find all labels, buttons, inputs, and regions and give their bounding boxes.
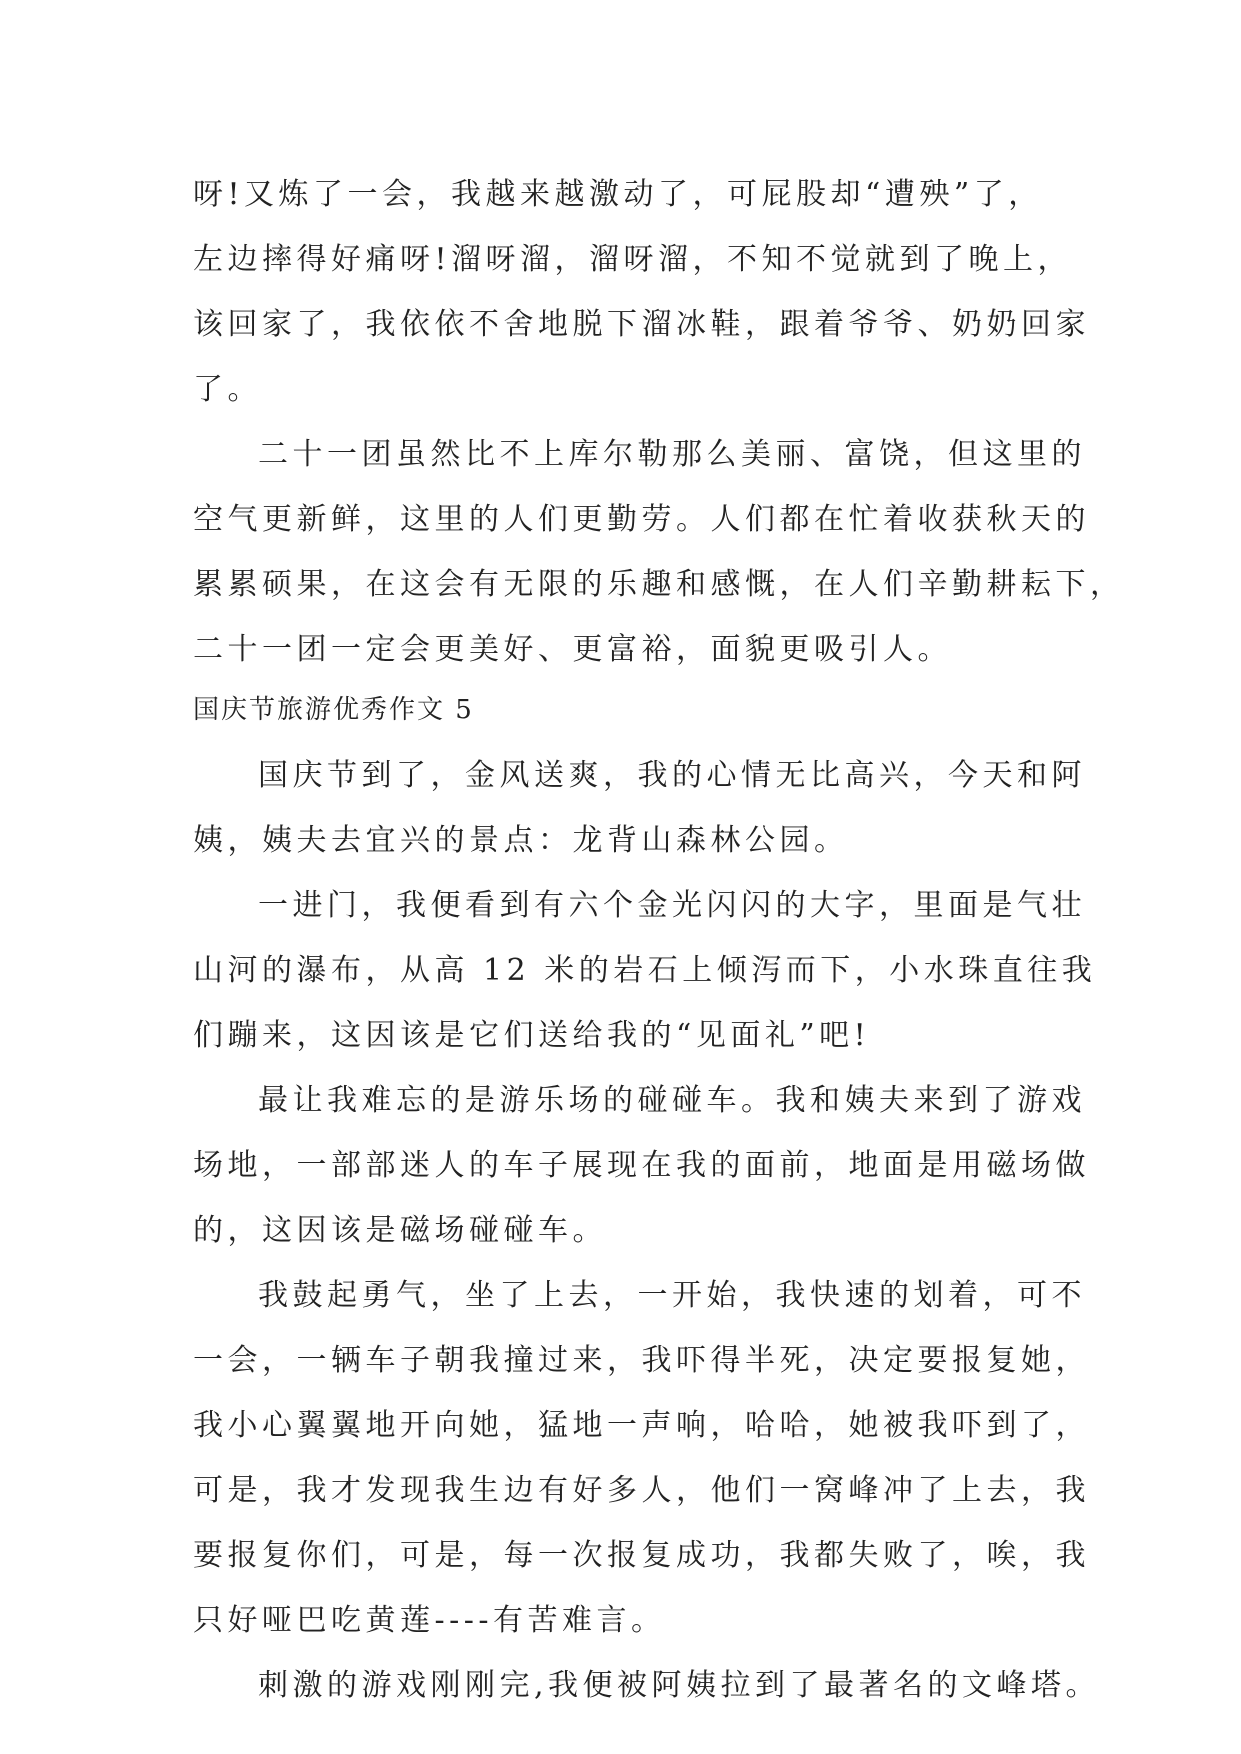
paragraph [193, 873, 1097, 1068]
text-line: 了。 [193, 372, 262, 407]
paragraph [193, 1068, 1090, 1263]
text-line: 左边摔得好痛呀!溜呀溜，溜呀溜，不知不觉就到了晚上， [193, 242, 1073, 277]
text-line: 一进门，我便看到有六个金光闪闪的大字，里面是气壮 [258, 888, 1086, 923]
paragraph [193, 422, 1125, 682]
text-line: 姨，姨夫去宜兴的景点：龙背山森林公园。 [193, 823, 849, 858]
text-line: 刺激的游戏刚刚完,我便被阿姨拉到了最著名的文峰塔。 [258, 1668, 1101, 1703]
paragraph [193, 1653, 1101, 1718]
text-line: 国庆节到了，金风送爽，我的心情无比高兴，今天和阿 [258, 758, 1086, 793]
text-line: 我鼓起勇气，坐了上去，一开始，我快速的划着，可不 [258, 1278, 1086, 1313]
section-heading: 国庆节旅游优秀作文 5 [193, 695, 474, 725]
text-line: 呀!又炼了一会，我越来越激动了，可屁股却“遭殃”了， [193, 177, 1043, 212]
text-line: 我小心翼翼地开向她，猛地一声响，哈哈，她被我吓到了， [193, 1408, 1090, 1443]
text-line: 山河的瀑布，从高 12 米的岩石上倾泻而下，小水珠直往我 [193, 953, 1097, 988]
paragraph [193, 743, 1086, 873]
text-line: 的，这因该是磁场碰碰车。 [193, 1213, 607, 1248]
text-line: 们蹦来，这因该是它们送给我的“见面礼”吧! [193, 1018, 871, 1053]
paragraph [193, 162, 1090, 422]
paragraph [193, 1263, 1090, 1653]
text-line: 场地，一部部迷人的车子展现在我的面前，地面是用磁场做 [193, 1148, 1090, 1183]
text-line: 二十一团一定会更美好、更富裕，面貌更吸引人。 [193, 632, 952, 667]
text-line: 可是，我才发现我生边有好多人，他们一窝峰冲了上去，我 [193, 1473, 1090, 1508]
text-line: 最让我难忘的是游乐场的碰碰车。我和姨夫来到了游戏 [258, 1083, 1086, 1118]
text-line: 只好哑巴吃黄莲----有苦难言。 [193, 1603, 666, 1638]
text-line: 二十一团虽然比不上库尔勒那么美丽、富饶，但这里的 [258, 437, 1086, 472]
text-line: 该回家了，我依依不舍地脱下溜冰鞋，跟着爷爷、奶奶回家 [193, 307, 1090, 342]
text-line: 要报复你们，可是，每一次报复成功，我都失败了，唉，我 [193, 1538, 1090, 1573]
text-line: 一会，一辆车子朝我撞过来，我吓得半死，决定要报复她， [193, 1343, 1090, 1378]
text-line: 空气更新鲜，这里的人们更勤劳。人们都在忙着收获秋天的 [193, 502, 1090, 537]
text-line: 累累硕果，在这会有无限的乐趣和感慨，在人们辛勤耕耘下， [193, 567, 1125, 602]
document-body [193, 162, 1125, 1718]
